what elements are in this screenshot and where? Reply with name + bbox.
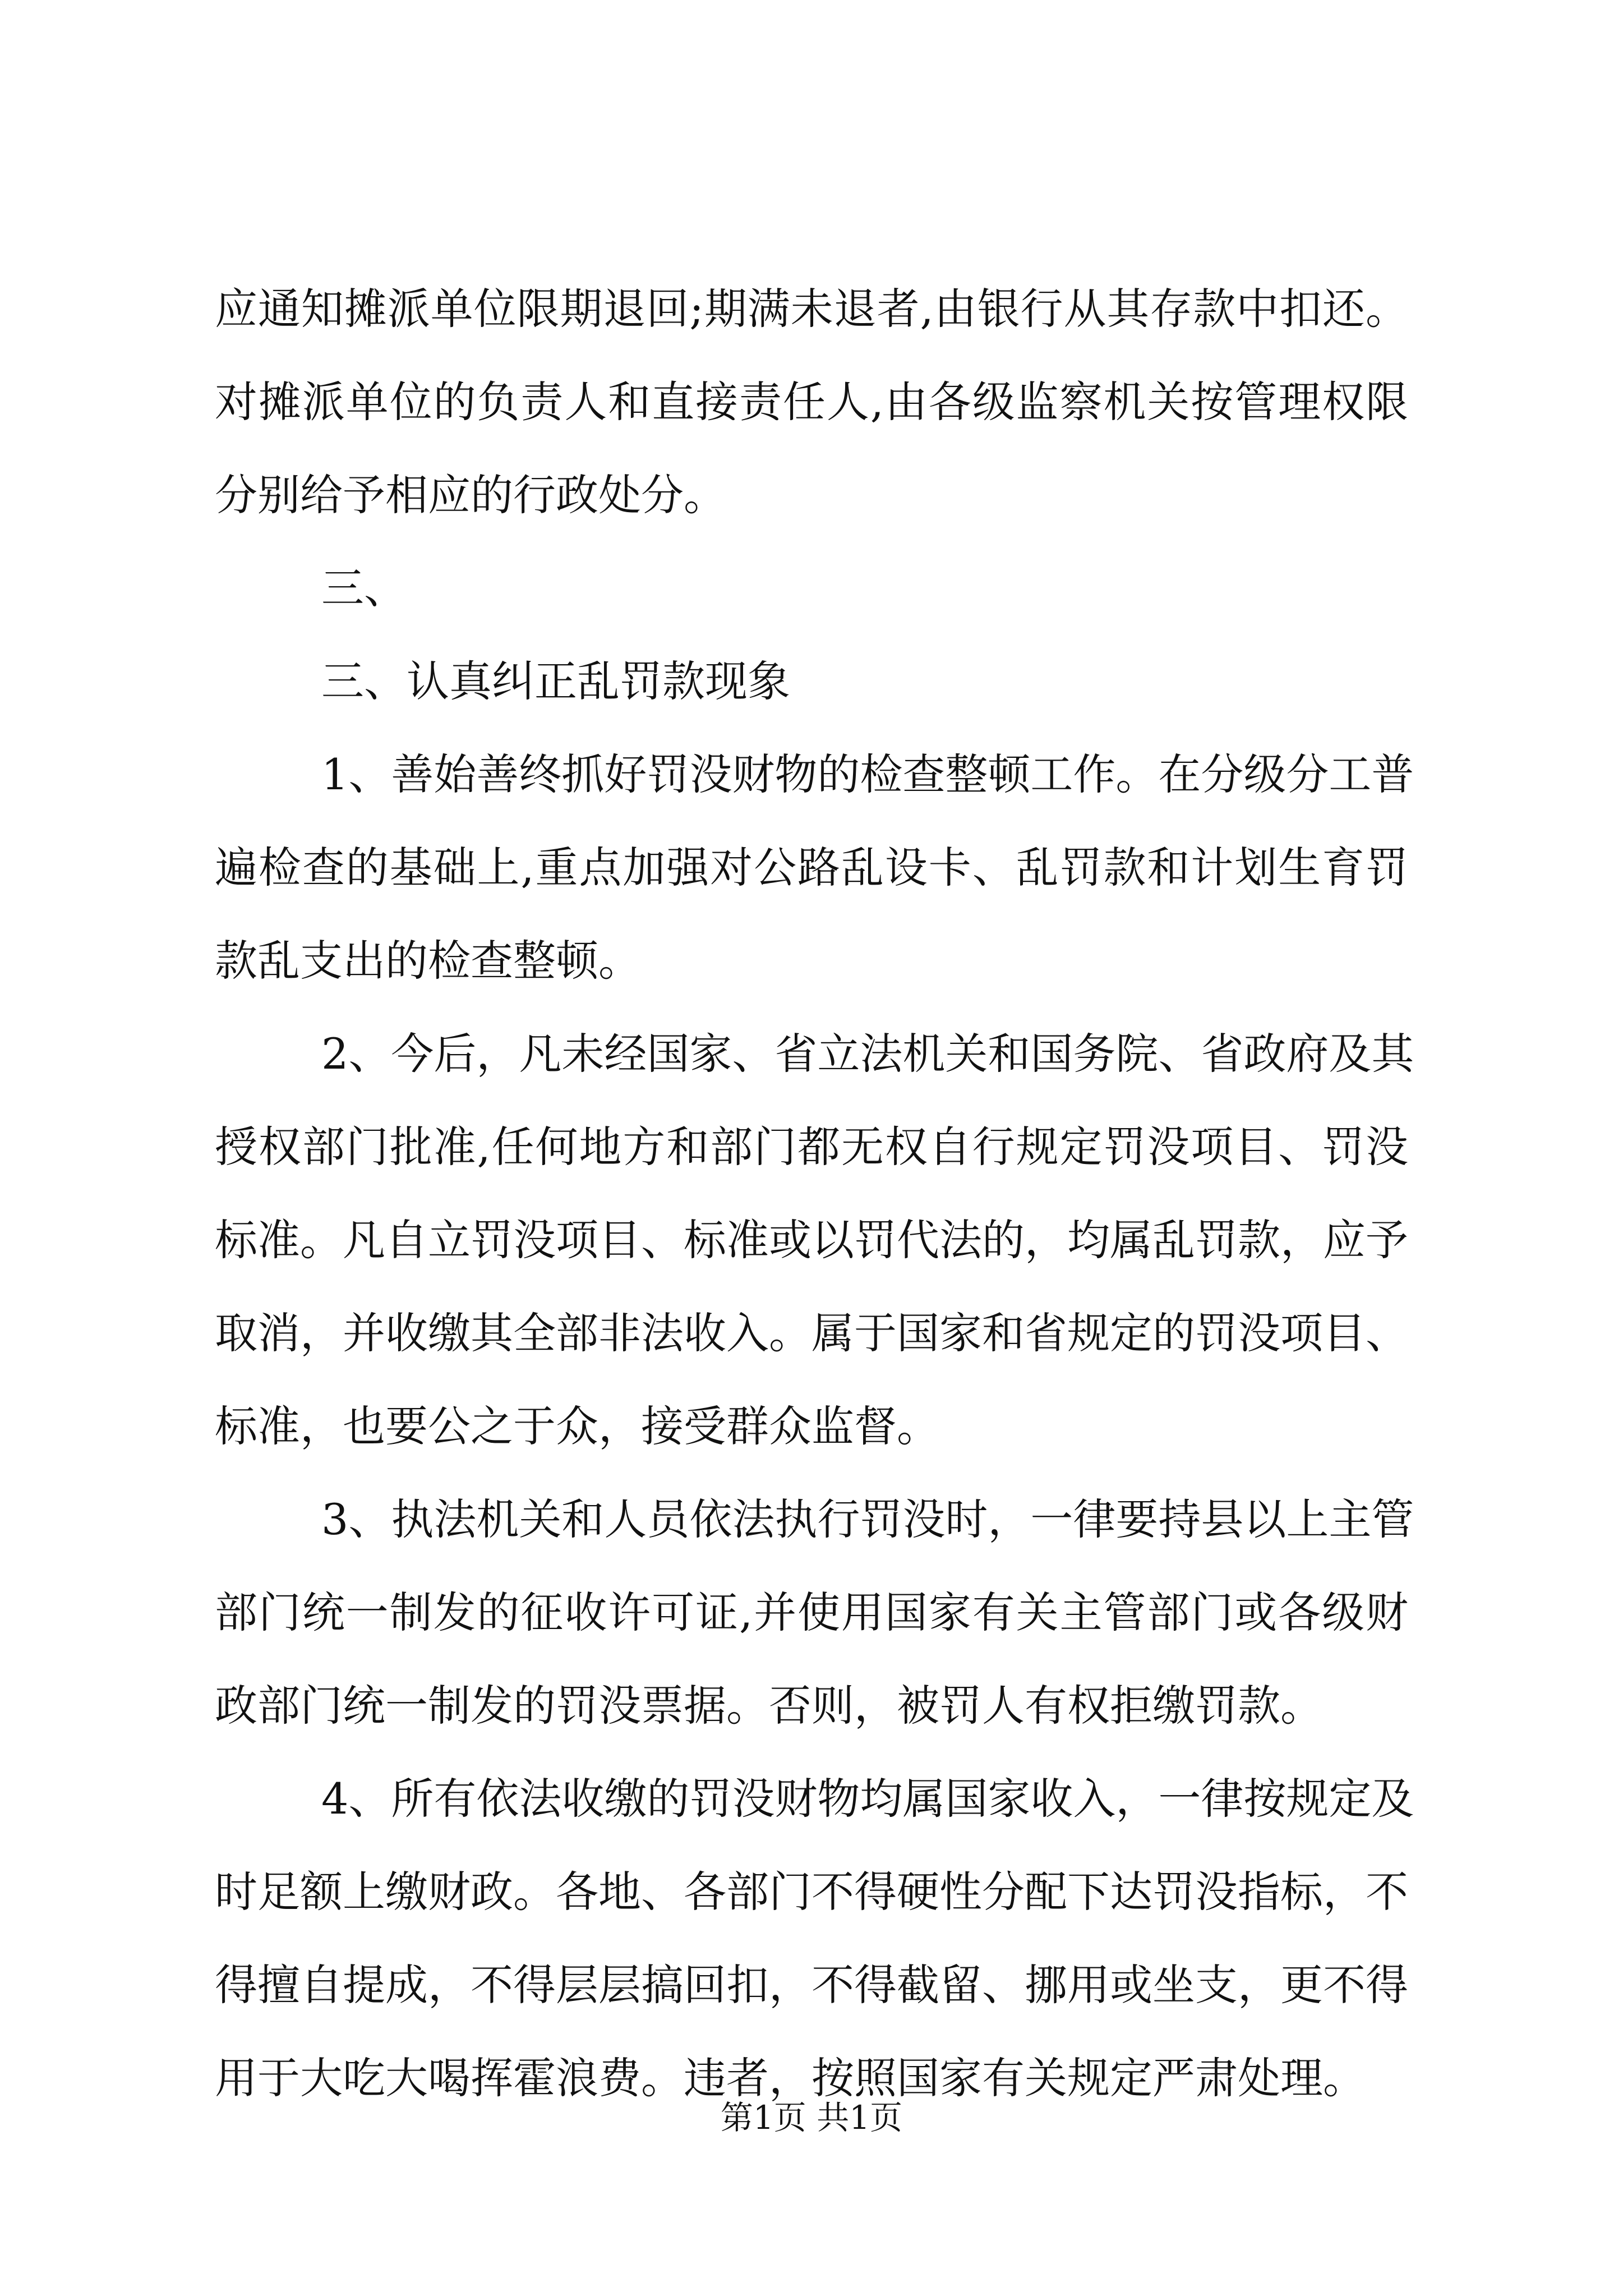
section-number: 三、: [321, 563, 407, 613]
section-heading: 三、认真纠正乱罚款现象: [321, 656, 790, 706]
text-line: 1、善始善终抓好罚没财物的检查整顿工作。在分级分工普: [321, 749, 1414, 799]
page-number-footer: 第1页 共1页: [720, 2099, 903, 2137]
text-line: 遍检查的基础上,重点加强对公路乱设卡、乱罚款和计划生育罚: [215, 843, 1408, 892]
paragraph-heading: [215, 635, 1408, 728]
paragraph-heading-stub: [215, 542, 1408, 635]
paragraph-item-1: [215, 728, 1414, 1007]
text-line: 标准。凡自立罚没项目、标准或以罚代法的，均属乱罚款，应予: [215, 1215, 1408, 1265]
text-line: 部门统一制发的征收许可证,并使用国家有关主管部门或各级财: [215, 1588, 1408, 1637]
paragraph-continuation: [215, 263, 1408, 542]
text-line: 4、所有依法收缴的罚没财物均属国家收入，一律按规定及: [321, 1774, 1414, 1824]
text-line: 政部门统一制发的罚没票据。否则，被罚人有权拒缴罚款。: [215, 1681, 1323, 1731]
text-line: 对摊派单位的负责人和直接责任人,由各级监察机关按管理权限: [215, 377, 1408, 427]
text-line: 分别给予相应的行政处分。: [215, 470, 726, 520]
paragraph-item-4: [215, 1752, 1414, 2125]
paragraph-item-2: [215, 1007, 1414, 1473]
paragraph-item-3: [215, 1473, 1414, 1752]
text-line: 2、今后，凡未经国家、省立法机关和国务院、省政府及其: [321, 1029, 1414, 1079]
text-line: 款乱支出的检查整顿。: [215, 936, 641, 986]
text-line: 时足额上缴财政。各地、各部门不得硬性分配下达罚没指标，不: [215, 1867, 1408, 1917]
text-line: 授权部门批准,任何地方和部门都无权自行规定罚没项目、罚没: [215, 1122, 1408, 1172]
text-line: 用于大吃大喝挥霍浪费。违者，按照国家有关规定严肃处理。: [215, 2053, 1366, 2103]
text-line: 取消，并收缴其全部非法收入。属于国家和省规定的罚没项目、: [215, 1308, 1408, 1358]
text-line: 应通知摊派单位限期退回;期满未退者,由银行从其存款中扣还。: [215, 284, 1408, 334]
text-line: 得擅自提成，不得层层搞回扣，不得截留、挪用或坐支，更不得: [215, 1960, 1408, 2010]
text-line: 3、执法机关和人员依法执行罚没时，一律要持县以上主管: [321, 1494, 1414, 1544]
text-line: 标准，也要公之于众，接受群众监督。: [215, 1401, 939, 1451]
document-body: [215, 263, 1414, 2125]
